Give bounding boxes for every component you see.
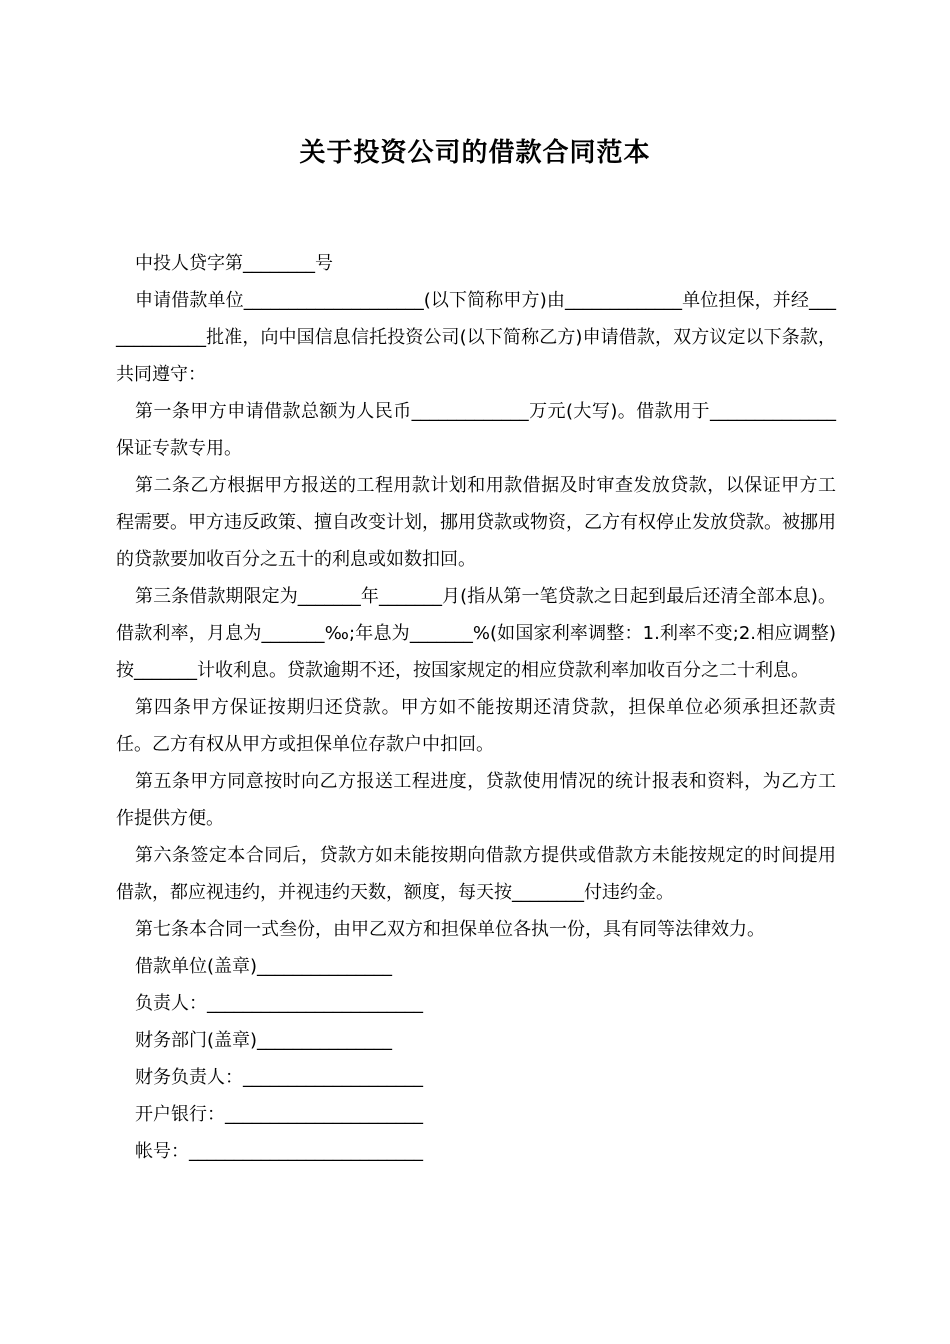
article-5-paragraph: 第五条甲方同意按时向乙方报送工程进度，贷款使用情况的统计报表和资料，为乙方工作提供方便。 bbox=[116, 771, 836, 829]
article-3-paragraph: 第三条借款期限定为_______年_______月(指从第一笔贷款之日起到最后还清全部本息)。借款利率，月息为_______‰;年息为_______%(如国家利率调整：1.利率不变;2.相应调整)按_______计收利息。贷款逾期不还，按国家规定的相应贷款利率加收百分之二十利息。 bbox=[116, 586, 836, 681]
signature-finance-dept-seal: 财务部门(盖章)_______________ bbox=[135, 1030, 393, 1051]
document-body bbox=[116, 245, 836, 1170]
article-2-paragraph: 第二条乙方根据甲方报送的工程用款计划和用款借据及时审查发放贷款，以保证甲方工程需要。甲方违反政策、擅自改变计划，挪用贷款或物资，乙方有权停止发放贷款。被挪用的贷款要加收百分之五十的利息或如数扣回。 bbox=[116, 475, 836, 570]
article-6-paragraph: 第六条签定本合同后，贷款方如未能按期向借款方提供或借款方未能按规定的时间提用借款，都应视违约，并视违约天数，额度，每天按________付违约金。 bbox=[116, 845, 836, 903]
signature-borrower-seal: 借款单位(盖章)_______________ bbox=[135, 956, 393, 977]
article-7-paragraph: 第七条本合同一式叁份，由甲乙双方和担保单位各执一份，具有同等法律效力。 bbox=[135, 919, 765, 940]
article-4-paragraph: 第四条甲方保证按期归还贷款。甲方如不能按期还清贷款，担保单位必须承担还款责任。乙方有权从甲方或担保单位存款户中扣回。 bbox=[116, 697, 836, 755]
signature-responsible-person: 负责人：________________________ bbox=[135, 993, 423, 1014]
signature-finance-head: 财务负责人：____________________ bbox=[135, 1067, 423, 1088]
contract-number-line: 中投人贷字第________号 bbox=[135, 253, 333, 274]
signature-account-number: 帐号：__________________________ bbox=[135, 1141, 423, 1162]
signature-bank: 开户银行：______________________ bbox=[135, 1104, 423, 1125]
preamble-paragraph: 申请借款单位____________________(以下简称甲方)由_____________单位担保，并经_____________批准，向中国信息信托投资公司(以下简称乙方)申请借款，双方议定以下条款，共同遵守： bbox=[116, 290, 836, 385]
article-1-paragraph: 第一条甲方申请借款总额为人民币_____________万元(大写)。借款用于______________保证专款专用。 bbox=[116, 401, 836, 459]
document-title: 关于投资公司的借款合同范本 bbox=[299, 138, 651, 168]
